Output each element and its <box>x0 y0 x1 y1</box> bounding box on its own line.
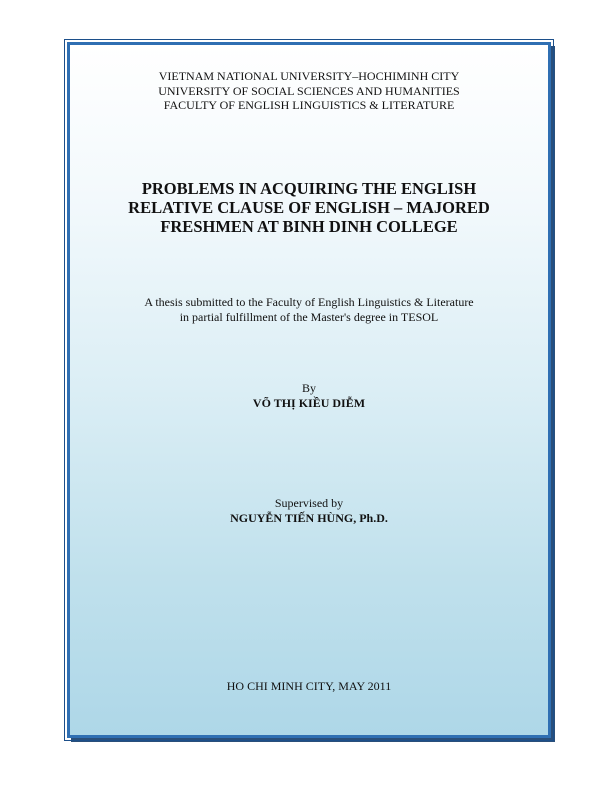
faculty-name: FACULTY OF ENGLISH LINGUISTICS & LITERATURE <box>163 98 455 112</box>
supervisor-block <box>70 496 548 525</box>
author-block <box>70 381 548 410</box>
title-line-2: RELATIVE CLAUSE OF ENGLISH – MAJORED <box>128 198 490 217</box>
university-name: VIETNAM NATIONAL UNIVERSITY–HOCHIMINH CITY <box>158 69 460 83</box>
institution-header <box>70 69 548 113</box>
submission-line-1: A thesis submitted to the Faculty of English Linguistics & Literature <box>144 295 474 309</box>
supervisor-name: NGUYỄN TIẾN HÙNG, Ph.D. <box>230 510 388 525</box>
school-name: UNIVERSITY OF SOCIAL SCIENCES AND HUMANITIES <box>158 83 460 98</box>
cover-frame <box>67 42 551 738</box>
thesis-title <box>70 179 548 236</box>
title-line-3: FRESHMEN AT BINH DINH COLLEGE <box>160 217 458 236</box>
place-and-date: HO CHI MINH CITY, MAY 2011 <box>226 679 392 693</box>
title-line-1: PROBLEMS IN ACQUIRING THE ENGLISH <box>141 179 477 198</box>
author-label: By <box>301 381 316 395</box>
supervisor-label: Supervised by <box>274 496 344 510</box>
submission-line-2: in partial fulfillment of the Master's degree in TESOL <box>179 309 439 324</box>
submission-statement <box>70 295 548 324</box>
author-name: VÕ THỊ KIỀU DIỄM <box>252 395 366 410</box>
